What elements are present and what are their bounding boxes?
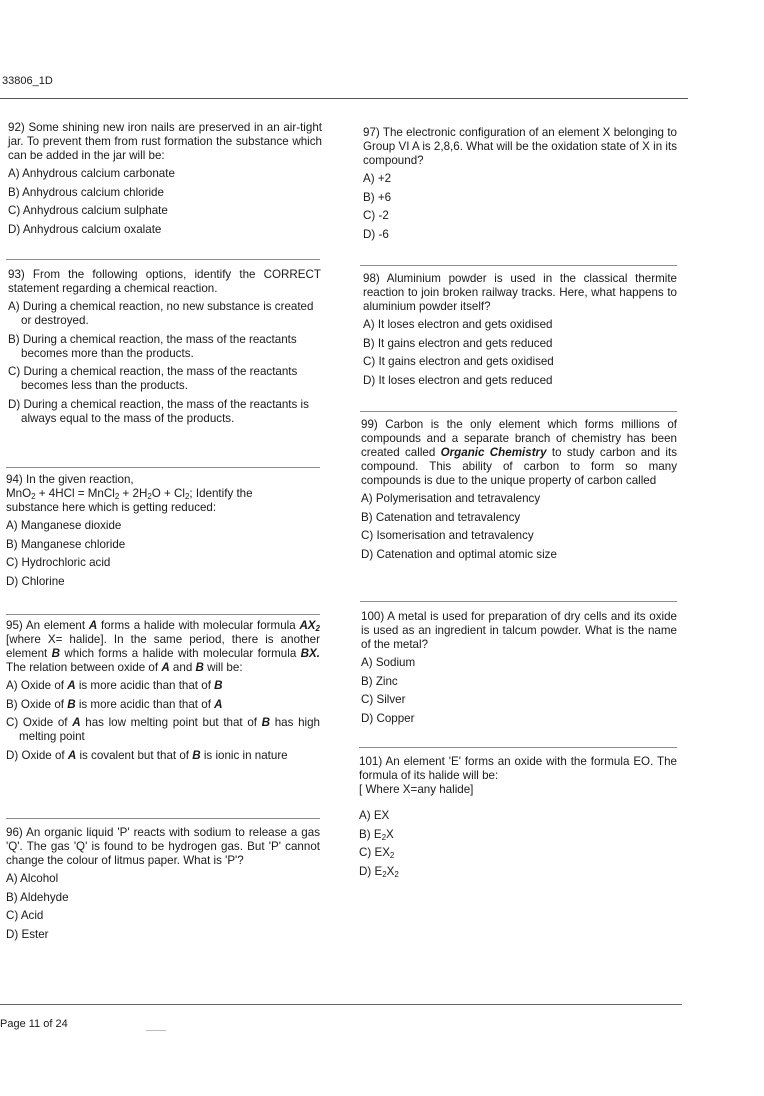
option-c[interactable]: C) During a chemical reaction, the mass of the reactants becomes less than the products. (8, 365, 298, 392)
question-100 (361, 610, 677, 730)
separator (359, 747, 677, 748)
question-note: [ Where X=any halide] (359, 783, 474, 796)
option-a[interactable]: A) Polymerisation and tetravalency (361, 492, 541, 505)
header-rule (0, 98, 688, 99)
option-b[interactable]: B) During a chemical reaction, the mass of the reactants becomes more than the products. (8, 332, 297, 360)
option-b[interactable]: B) Anhydrous calcium chloride (8, 185, 164, 199)
option-c[interactable]: C) Silver (361, 693, 406, 706)
separator (6, 614, 320, 615)
question-95 (6, 619, 320, 767)
question-94 (6, 473, 320, 593)
option-a[interactable]: A) Manganese dioxide (6, 519, 122, 532)
option-b[interactable]: B) Aldehyde (6, 890, 69, 904)
option-d[interactable]: D) Anhydrous calcium oxalate (8, 222, 162, 236)
option-b[interactable]: B) $E_2X$ (359, 827, 394, 842)
page-number: Page 11 of 24 (0, 1018, 68, 1030)
option-b[interactable]: B) Manganese chloride (6, 537, 126, 551)
option-b[interactable]: B) Oxide of B is more acidic than that of A (6, 697, 223, 711)
option-a[interactable]: A) Sodium (361, 656, 416, 669)
question-92 (8, 121, 322, 241)
separator (360, 601, 677, 602)
question-text: 96) An organic liquid 'P' reacts with sodium to release a gas 'Q'. The gas 'Q' is found to be hydrogen gas. But 'P' cannot change the colour of litmus paper. What is 'P'? (6, 826, 320, 867)
footer-rule (0, 1004, 682, 1005)
question-101 (359, 755, 677, 883)
option-b[interactable]: B) +6 (363, 190, 392, 204)
option-d[interactable]: D) Copper (361, 711, 415, 725)
question-99 (361, 418, 677, 566)
option-d[interactable]: D) $E_2X_2$ (359, 864, 399, 879)
option-a[interactable]: A) +2 (363, 172, 392, 185)
option-d[interactable]: D) Ester (6, 927, 49, 941)
option-d[interactable]: D) During a chemical reaction, the mass of the reactants is always equal to the mass of the products. (8, 397, 309, 425)
option-b[interactable]: B) Catenation and tetravalency (361, 510, 521, 524)
option-c[interactable]: C) -2 (363, 209, 389, 222)
question-text: 92) Some shining new iron nails are preserved in an air-tight jar. To prevent them from rust formation the substance which can be added in the jar will be: (8, 121, 322, 162)
option-d[interactable]: D) It loses electron and gets reduced (363, 373, 553, 387)
question-text: 98) Aluminium powder is used in the classical thermite reaction to join broken railway tracks. Here, what happens to aluminium powder itself? (363, 272, 677, 313)
option-a[interactable]: A) Anhydrous calcium carbonate (8, 167, 175, 180)
separator (6, 259, 320, 260)
scan-mark (146, 1030, 166, 1031)
option-d[interactable]: D) Catenation and optimal atomic size (361, 547, 557, 561)
question-text: 100) A metal is used for preparation of dry cells and its oxide is used as an ingredient in talcum powder. What is the name of the metal? (361, 610, 677, 651)
question-96 (6, 826, 320, 946)
question-text: 97) The electronic configuration of an element X belonging to Group VI A is 2,8,6. What will be the oxidation state of X in its compound? (363, 126, 677, 167)
option-c[interactable]: C) Anhydrous calcium sulphate (8, 204, 168, 217)
separator (6, 467, 320, 468)
option-a[interactable]: A) Oxide of A is more acidic than that of B (6, 679, 223, 692)
separator (6, 818, 320, 819)
question-text: 93) From the following options, identify the CORRECT statement regarding a chemical reaction. (8, 268, 321, 295)
question-98 (363, 272, 677, 392)
paper-code: 33806_1D (2, 75, 53, 87)
option-a[interactable]: A) Alcohol (6, 872, 59, 885)
question-text: 99) Carbon is the only element which forms millions of compounds and a separate branch of chemistry has been created called Organic Chemistry to study carbon and its compound. This ability of carbon to form so many compounds is due to the unique property of carbon called (361, 418, 678, 487)
question-text: 95) An element A forms a halide with molecular formula $AX_2$ [where X= halide]. In the same period, there is another element B which forms a halide with molecular formula BX. The relation between oxide of A and B will be: (6, 619, 320, 674)
option-a[interactable]: A) During a chemical reaction, no new substance is created or destroyed. (8, 300, 314, 327)
option-a[interactable]: A) It loses electron and gets oxidised (363, 318, 553, 331)
option-c[interactable]: C) Oxide of A has low melting point but that of B has high melting point (6, 716, 320, 743)
separator (360, 411, 677, 412)
option-c[interactable]: C) $EX_2$ (359, 846, 395, 860)
option-d[interactable]: D) -6 (363, 227, 389, 241)
question-97 (363, 126, 677, 246)
option-c[interactable]: C) Acid (6, 909, 44, 922)
option-b[interactable]: B) Zinc (361, 674, 398, 688)
option-d[interactable]: D) Chlorine (6, 574, 65, 588)
option-d[interactable]: D) Oxide of A is covalent but that of B is ionic in nature (6, 748, 288, 762)
option-b[interactable]: B) It gains electron and gets reduced (363, 336, 553, 350)
question-93 (8, 268, 321, 430)
question-text: 101) An element 'E' forms an oxide with the formula EO. The formula of its halide will be: (359, 755, 677, 782)
question-text: 94) In the given reaction, MnO$_2$ + 4HCl = MnCl$_2$ + $2H_2O + Cl_2$; Identify the substance here which is getting reduced: (6, 473, 253, 514)
option-a[interactable]: A) EX (359, 809, 390, 822)
option-c[interactable]: C) Hydrochloric acid (6, 556, 111, 569)
separator (360, 265, 677, 266)
option-c[interactable]: C) Isomerisation and tetravalency (361, 529, 534, 542)
option-c[interactable]: C) It gains electron and gets oxidised (363, 355, 554, 368)
